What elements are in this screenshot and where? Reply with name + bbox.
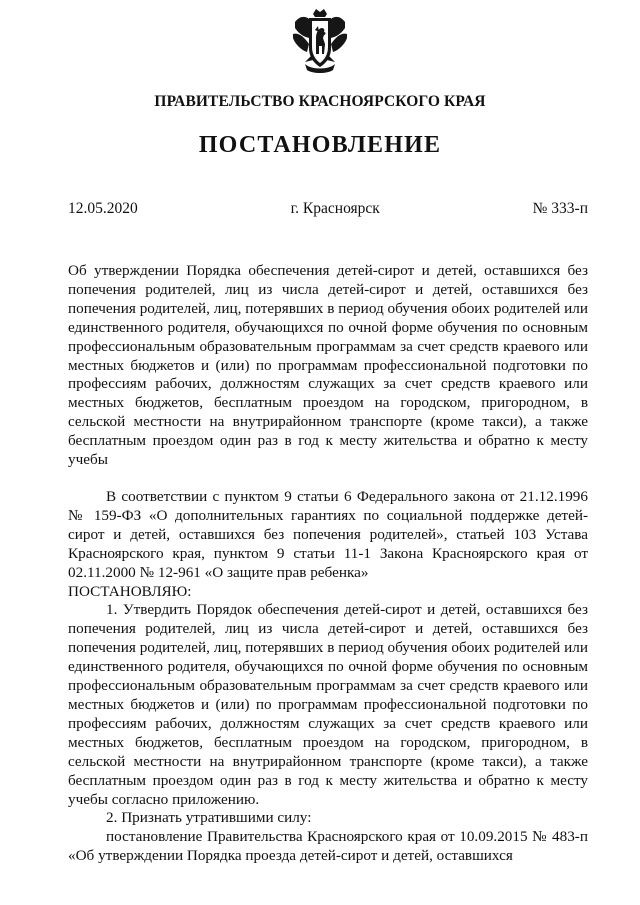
preamble-paragraph bbox=[68, 488, 588, 601]
item-2-paragraph: 2. Признать утратившими силу: bbox=[106, 809, 312, 827]
document-body bbox=[68, 488, 588, 866]
document-subject: Об утверждении Порядка обеспечения детей-сирот и детей, оставшихся без попечения родителей, лиц из числа детей-сирот и детей, оставшихся без попечения родителей, лиц, потерявших в период обучения обоих родителей или единственного родителя, обучающихся по очной форме обучения по основным профессиональным образовательным программам за счет средств краевого или местных бюджетов и (или) по программам профессиональной подготовки по профессиям рабочих, должностям служащих за счет средств краевого или местных бюджетов, бесплатным проездом на городском, пригородном, в сельской местности на внутрирайонном транспорте (кроме такси), а также бесплатным проездом один раз в год к месту жительства и обратно к месту учебы bbox=[68, 262, 588, 469]
item-2-text-paragraph: постановление Правительства Красноярского края от 10.09.2015 № 483-п «Об утверждении Порядка проезда детей-сирот и детей, оставшихся bbox=[68, 828, 588, 865]
document-number: № 333-п bbox=[532, 200, 588, 217]
coat-of-arms-icon bbox=[291, 8, 349, 74]
document-meta-row bbox=[68, 200, 588, 218]
document-type-title: ПОСТАНОВЛЕНИЕ bbox=[198, 132, 442, 158]
document-date: 12.05.2020 bbox=[68, 200, 138, 217]
document-city: г. Красноярск bbox=[290, 200, 380, 217]
item-1-paragraph: 1. Утвердить Порядок обеспечения детей-сирот и детей, оставшихся без попечения родителей, лиц из числа детей-сирот и детей, оставшихся без попечения родителей, лиц, потерявших в период обучения обоих родителей или единственного родителя, обучающихся по очной форме обучения по основным профессиональным образовательным программам за счет средств краевого или местных бюджетов и (или) по программам профессиональной подготовки по профессиям рабочих, должностям служащих за счет средств краевого или местных бюджетов, бесплатным проездом на городском, пригородном, в сельской местности на внутрирайонном транспорте (кроме такси), а также бесплатным проездом один раз в год к месту жительства и обратно к месту учебы согласно приложению. bbox=[68, 601, 588, 808]
preamble-text: В соответствии с пунктом 9 статьи 6 Федерального закона от 21.12.1996 № 159-ФЗ «О дополнительных гарантиях по социальной поддержке детей-сирот и детей, оставшихся без попечения родителей», статьей 103 Устава Красноярского края, пунктом 9 статьи 11-1 Закона Красноярского края от 02.11.2000 № 12-961 «О защите прав ребенка» bbox=[68, 488, 588, 581]
resolve-keyword: ПОСТАНОВЛЯЮ: bbox=[68, 582, 192, 600]
government-title: ПРАВИТЕЛЬСТВО КРАСНОЯРСКОГО КРАЯ bbox=[154, 93, 486, 110]
